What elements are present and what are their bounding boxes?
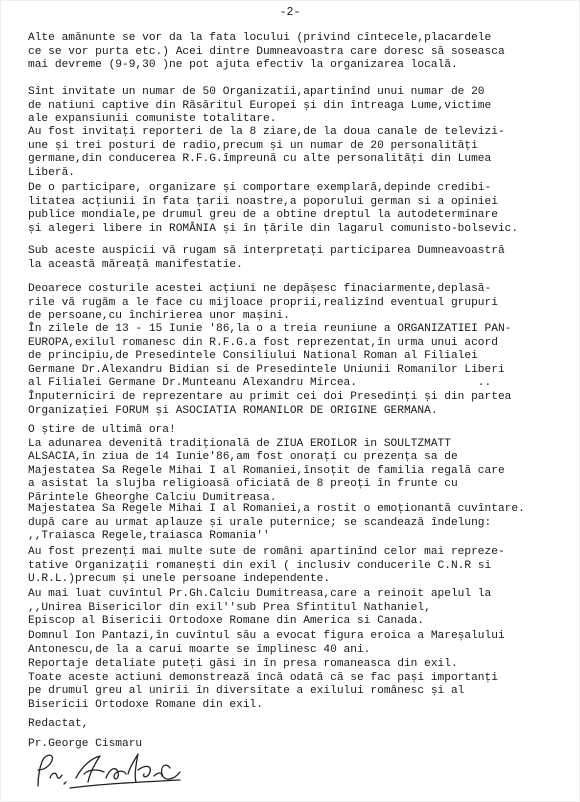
- paragraph-costs: Deoarece costurile acestei acțiuni ne depășesc finaciarmente,deplasă- rile vă rugăm a le face cu mijloace proprii,realizînd eventual grupuri de persoane,cu închirierea unor mașini.: [28, 283, 498, 323]
- page-number: -2-: [279, 6, 301, 19]
- paragraph-latest-news: O știre de ultimă ora! La adunarea devenită tradițională de ZIUA EROILOR in SOULTZMATT ALSACIA,în ziua de 14 Iunie'86,am fost onorați cu prezența sa de Majestatea Sa Regele Mihai I al Romaniei,însoțit de familia regală care a asistat la slujba religioasă oficiată de 8 preoți în frunte cu Părintele Gheorghe Calciu Dumitreasa.: [28, 424, 505, 504]
- paragraph-participation: De o participare, organizare și comportare exemplară,depinde credibi- litatea acțiunii în fata țarii noastre,a poporului german si a opiniei publice mondiale,pe drumul greu de a obtine dreptul la autodeterminare și alegeri libere in ROMÂNIA și în țările din lagarul comunisto-bolsevic.: [28, 182, 519, 235]
- paragraph-reports: Reportaje detaliate puteți găsi in în presa romaneasca din exil. Toate aceste actiuni demonstrează încă odată că se fac pași importanți pe drumul greu al unirii în diversitate a exilului românesc și al Bisericii Ortodoxe Romane din exil.: [28, 658, 498, 711]
- author-name: Pr.George Cismaru: [28, 738, 143, 750]
- paragraph-attendance: Au fost prezenți mai multe sute de români apartinînd celor mai repreze- tative Organizații romanești din exil ( inclusiv conducerile C.N.R si U.R.L.)precum și unele persoane independente.: [28, 546, 505, 586]
- paragraph-paneuropa: În zilele de 13 - 15 Iunie '86,la o a treia reuniune a ORGANIZATIEI PAN- EUROPA,exilul romanesc din R.F.G.a fost reprezentat,în urma unui acord de principiu,de Presedintele Consiliului National Roman al Filialei Germane Dr.Alexandru Bidian si de Presedintele Uniunii Romanilor Liberi al Filialei Germane Dr.Munteanu Alexandru Mircea. .. Înputerniciri de reprezentare au primit cei doi Presedinți și din partea Organizației FORUM și ASOCIATIA ROMANILOR DE ORIGINE GERMANA.: [28, 323, 512, 417]
- paragraph-king-speech: Majestatea Sa Regele Mihai I al Romaniei,a rostit o emoționantă cuvîntare. după care au urmat aplauze și urale puternice; se scandează îndelung: ,,Traiasca Regele,traiasca Romania'': [28, 503, 525, 543]
- paragraph-auspices: Sub aceste auspicii vă rugam să interpretați participarea Dumneavoastră la această măreață manifestatie.: [28, 245, 505, 271]
- closing-text: Redactat,: [28, 718, 89, 730]
- handwritten-signature: [30, 748, 200, 794]
- paragraph-calciu-appeal: Au mai luat cuvîntul Pr.Gh.Calciu Dumitreasa,care a reinoit apelul la ,,Unirea Bisericilor din exil''sub Prea Sfintitul Nathaniel, Episcop al Bisericii Ortodoxe Romane din America si Canada.: [28, 588, 492, 628]
- paragraph-organizations: Sînt invitate un numar de 50 Organizatii,apartinînd unui numar de 20 de natiuni captive din Răsăritul Europei și din întreaga Lume,victime ale expansiunii comuniste totalitare.: [28, 86, 492, 126]
- paragraph-pantazi: Domnul Ion Pantazi,în cuvîntul său a evocat figura eroica a Mareșalului Antonescu,de la a carui moarte se împlinesc 40 ani.: [28, 630, 505, 656]
- paragraph-reporters: Au fost invitați reporteri de la 8 ziare,de la doua canale de televizi- une și trei posturi de radio,precum și un numar de 20 personalități germane,din conducerea R.F.G.împreună cu alte personalități din Lumea Liberă.: [28, 126, 505, 179]
- paragraph-details: Alte amănunte se vor da la fata locului (privind cîntecele,placardele ce se vor purta etc.) Acei dintre Dumneavoastra care doresc să soseasca mai devreme (9-9,30 )ne pot ajuta efectiv la organizarea locală.: [28, 32, 505, 72]
